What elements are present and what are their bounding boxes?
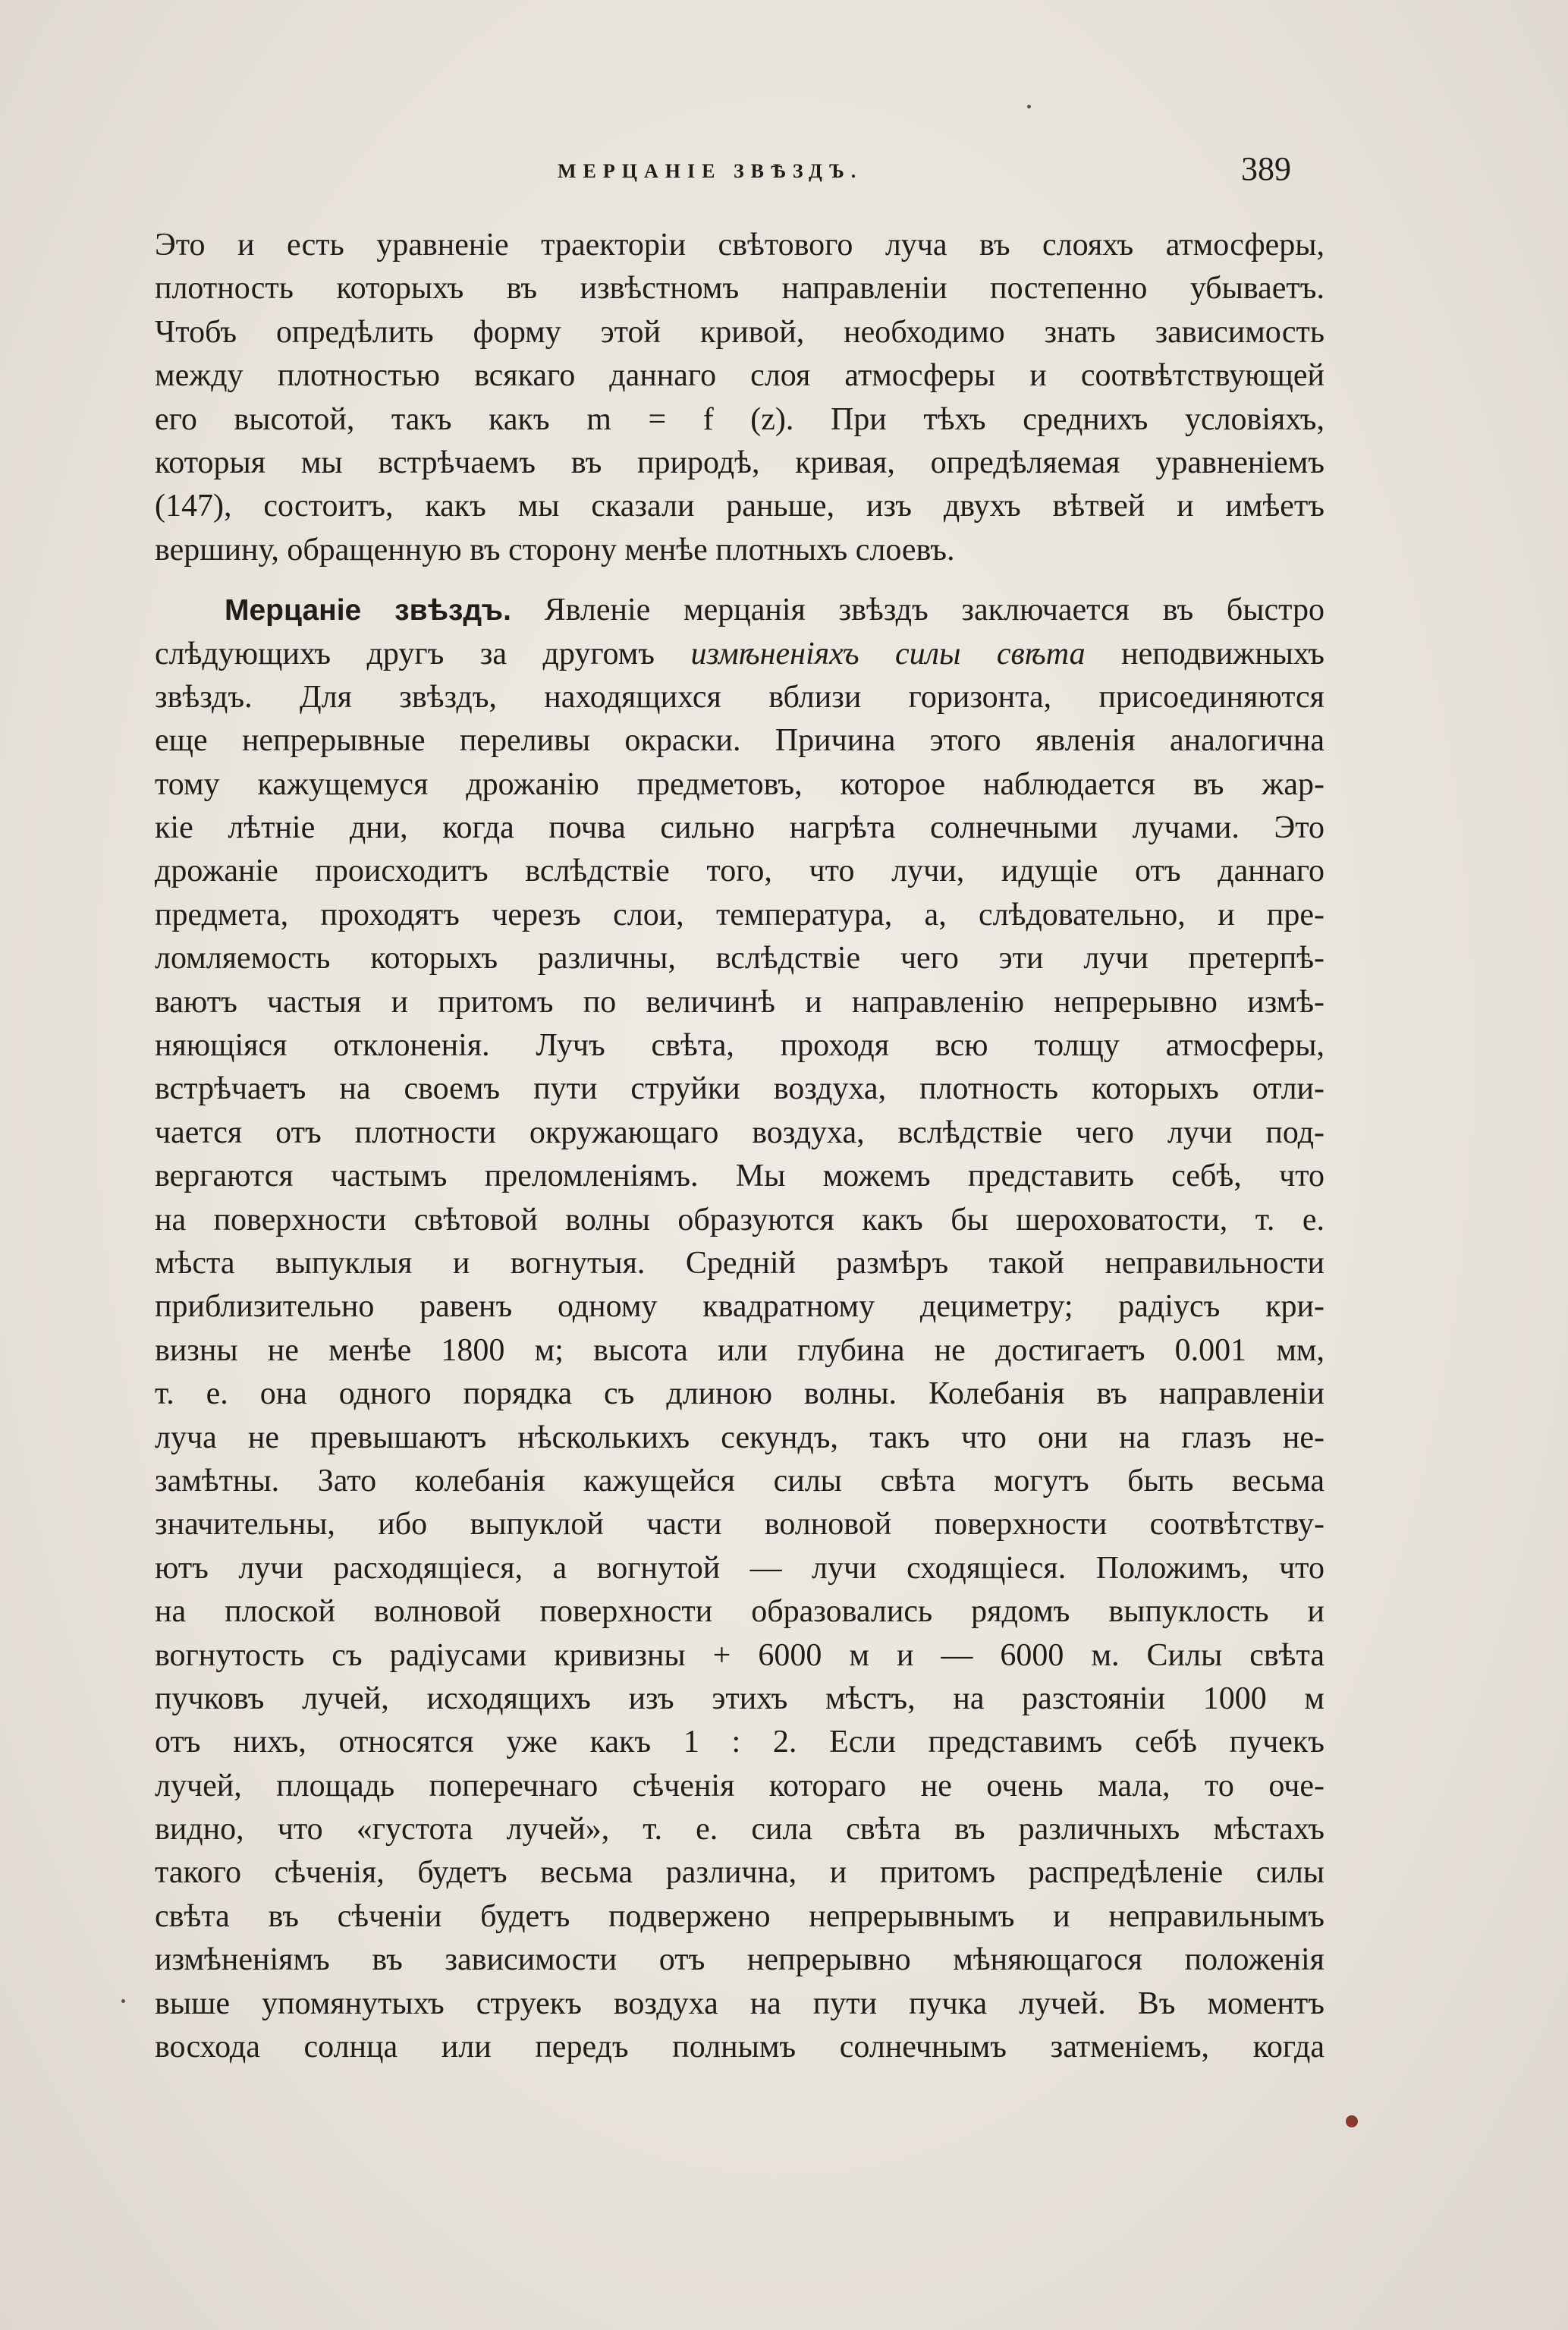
line-text: слѣдующихъ другъ за другомъ bbox=[155, 636, 655, 671]
line-text: неподвижныхъ bbox=[1121, 636, 1324, 671]
text-line: на плоской волновой поверхности образовались рядомъ выпуклость и bbox=[155, 1594, 1324, 1630]
text-line: ломляемость которыхъ различны, вслѣдствіе чего эти лучи претерпѣ- bbox=[155, 941, 1324, 976]
text-line: тому кажущемуся дрожанію предметовъ, которое наблюдается въ жар- bbox=[155, 766, 1324, 802]
text-line: его высотой, такъ какъ m = f (z). При тѣхъ среднихъ условіяхъ, bbox=[155, 401, 1324, 437]
text-line: такого сѣченія, будетъ весьма различна, и притомъ распредѣленіе силы bbox=[155, 1855, 1324, 1891]
text-line: восхода солнца или передъ полнымъ солнечнымъ затменіемъ, когда bbox=[155, 2030, 1324, 2065]
text-line: звѣздъ. Для звѣздъ, находящихся вблизи горизонта, присоединяются bbox=[155, 679, 1324, 715]
text-line: т. е. она одного порядка съ длиною волны. Колебанія въ направленіи bbox=[155, 1376, 1324, 1412]
line-text: Явленіе мерцанія звѣздъ заключается въ быстро bbox=[544, 593, 1324, 628]
text-line bbox=[155, 633, 1324, 676]
text-line bbox=[155, 589, 1324, 632]
text-line: между плотностью всякаго даннаго слоя атмосферы и соотвѣтствующей bbox=[155, 358, 1324, 394]
text-line: кіе лѣтніе дни, когда почва сильно нагрѣта солнечными лучами. Это bbox=[155, 810, 1324, 846]
text-line: (147), состоитъ, какъ мы сказали раньше, изъ двухъ вѣтвей и имѣетъ bbox=[155, 489, 1324, 524]
paragraph-gap bbox=[155, 572, 1324, 589]
text-line: которыя мы встрѣчаемъ въ природѣ, кривая, опредѣляемая уравненіемъ bbox=[155, 445, 1324, 480]
text-line: еще непрерывные переливы окраски. Причина этого явленія аналогична bbox=[155, 723, 1324, 759]
text-line: ваютъ частыя и притомъ по величинѣ и направленію непрерывно измѣ- bbox=[155, 984, 1324, 1020]
paragraph-1 bbox=[155, 224, 1324, 572]
paper-speck bbox=[1346, 2115, 1358, 2127]
text-line: ютъ лучи расходящіеся, а вогнутой — лучи сходящіеся. Положимъ, что bbox=[155, 1550, 1324, 1586]
paragraph-2 bbox=[155, 589, 1324, 2069]
text-line: няющіяся отклоненія. Лучъ свѣта, проходя всю толщу атмосферы, bbox=[155, 1028, 1324, 1064]
text-line: вергаются частымъ преломленіямъ. Мы можемъ представить себѣ, что bbox=[155, 1159, 1324, 1194]
text-line: на поверхности свѣтовой волны образуются какъ бы шероховатости, т. е. bbox=[155, 1202, 1324, 1237]
text-line: мѣста выпуклыя и вогнутыя. Среднiй размѣръ такой неправильности bbox=[155, 1245, 1324, 1281]
italic-phrase: измѣненіяхъ силы свѣта bbox=[690, 636, 1086, 671]
text-line: предмета, проходятъ черезъ слои, температура, а, слѣдовательно, и пре- bbox=[155, 897, 1324, 932]
text-line: приблизительно равенъ одному квадратному дециметру; радіусъ кри- bbox=[155, 1289, 1324, 1325]
text-line: чается отъ плотности окружающаго воздуха, вслѣдствіе чего лучи под- bbox=[155, 1115, 1324, 1150]
text-line: визны не менѣе 1800 м; высота или глубина не достигаетъ 0.001 мм, bbox=[155, 1332, 1324, 1368]
paper-speck bbox=[1027, 105, 1031, 108]
text-line: выше упомянутыхъ струекъ воздуха на пути пучка лучей. Въ моментъ bbox=[155, 1986, 1324, 2021]
text-line: дрожаніе происходитъ вслѣдствіе того, что лучи, идущіе отъ даннаго bbox=[155, 854, 1324, 889]
running-head bbox=[0, 150, 1568, 201]
text-line: вогнутость съ радіусами кривизны + 6000 м и — 6000 м. Силы свѣта bbox=[155, 1637, 1324, 1673]
text-line: Чтобъ опредѣлить форму этой кривой, необходимо знать зависимость bbox=[155, 314, 1324, 350]
body-text bbox=[155, 224, 1324, 2069]
text-line: значительны, ибо выпуклой части волновой поверхности соотвѣтству- bbox=[155, 1507, 1324, 1542]
text-line: отъ нихъ, относятся уже какъ 1 : 2. Если представимъ себѣ пучекъ bbox=[155, 1725, 1324, 1760]
text-line: измѣненіямъ въ зависимости отъ непрерывно мѣняющагося положенія bbox=[155, 1942, 1324, 1978]
text-line: замѣтны. Зато колебанія кажущейся силы свѣта могутъ быть весьма bbox=[155, 1463, 1324, 1498]
text-line: свѣта въ сѣченіи будетъ подвержено непрерывнымъ и неправильнымъ bbox=[155, 1898, 1324, 1934]
page-number: 389 bbox=[1241, 150, 1291, 187]
section-heading: Мерцаніе звѣздъ. bbox=[225, 594, 511, 627]
text-line: встрѣчаетъ на своемъ пути струйки воздуха, плотность которыхъ отли- bbox=[155, 1071, 1324, 1107]
paper-speck bbox=[121, 1999, 125, 2003]
text-line: лучей, площадь поперечнаго сѣченія котораго не очень мала, то оче- bbox=[155, 1768, 1324, 1803]
text-line: Это и есть уравненіе траекторіи свѣтового луча въ слояхъ атмосферы, bbox=[155, 228, 1324, 263]
text-line: вершину, обращенную въ сторону менѣе плотныхъ слоевъ. bbox=[155, 532, 955, 568]
text-line: луча не превышаютъ нѣсколькихъ секундъ, такъ что они на глазъ не- bbox=[155, 1420, 1324, 1455]
text-line: плотность которыхъ въ извѣстномъ направленіи постепенно убываетъ. bbox=[155, 271, 1324, 307]
text-line: видно, что «густота лучей», т. е. сила свѣта въ различныхъ мѣстахъ bbox=[155, 1812, 1324, 1847]
running-title: МЕРЦАНІЕ ЗВѢЗДЪ. bbox=[558, 160, 863, 182]
text-line: пучковъ лучей, исходящихъ изъ этихъ мѣстъ, на разстояніи 1000 м bbox=[155, 1681, 1324, 1716]
